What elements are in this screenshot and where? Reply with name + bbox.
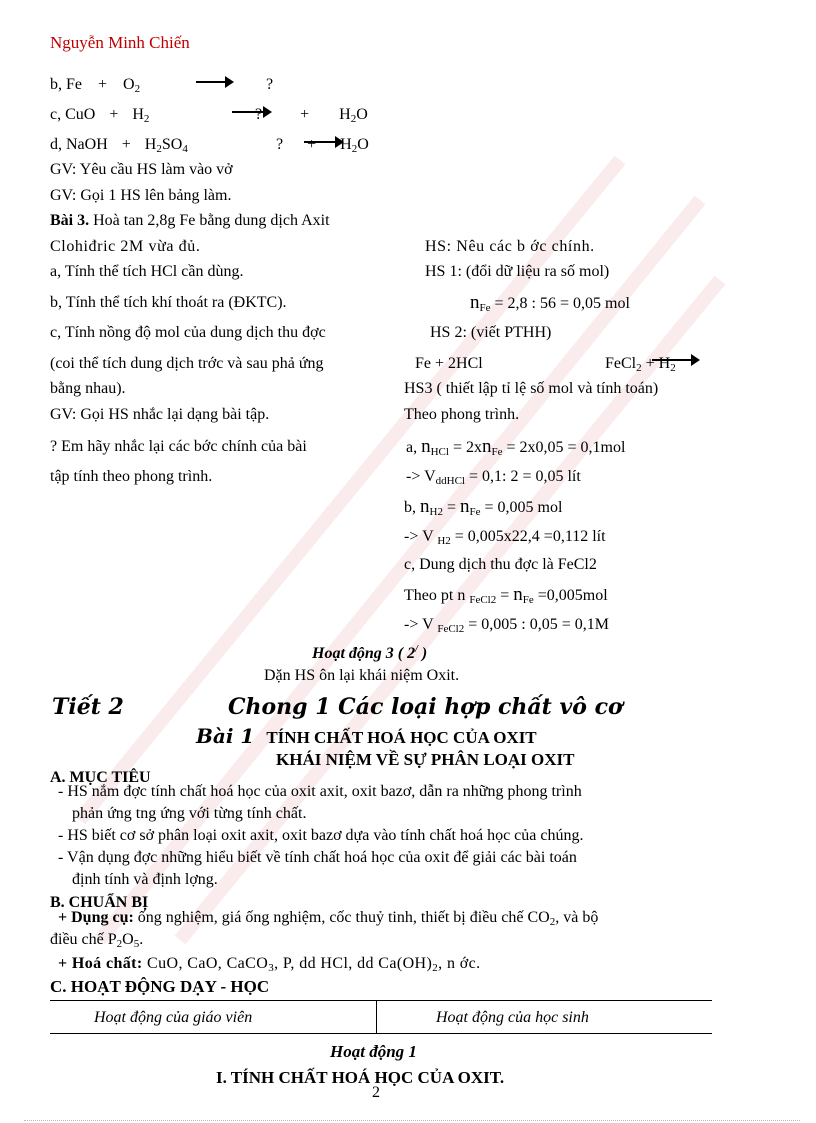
hs-1: HS 1: (đổi dữ liệu ra số mol) — [425, 263, 610, 280]
eq-d-reactant: H — [144, 136, 157, 153]
gv-instruction-2: GV: Gọi 1 HS lên bảng làm. — [50, 187, 232, 204]
hoa-chat-text: CuO, CaO, CaCO — [142, 955, 269, 972]
activity3-close: ) — [417, 645, 428, 662]
objective-3-line1: - Vận dụng đợc những hiểu biết về tính chất hoá học của oxit để giải các bài toán — [58, 849, 577, 866]
gv-instruction-3: GV: Gọi HS nhắc lại dạng bài tập. — [50, 406, 270, 423]
dung-cu-line2c: . — [139, 931, 144, 948]
question-c-line2: (coi thể tích dung dịch trớc và sau phả ứng — [50, 355, 324, 372]
hoa-chat-label: + Hoá chất: — [58, 955, 143, 972]
hs-main: HS: Nêu các b ớc chính. — [425, 238, 595, 255]
calc-c-line: c, Dung dịch thu đợc là FeCl2 — [404, 556, 597, 573]
table-top-border — [50, 1000, 712, 1001]
calc-v3 — [404, 615, 609, 639]
calc-v3-sub: FeCl2 — [437, 623, 465, 635]
theo-pt-n: n — [513, 584, 523, 605]
dung-cu-line2-sub1: 2 — [116, 938, 123, 950]
calc-b-mid: = — [442, 499, 460, 516]
eq-c-plus2: + — [300, 106, 310, 123]
col-header-student: Hoạt động của học sinh — [436, 1009, 589, 1026]
pthh-h2-sub: 2 — [670, 362, 676, 374]
eq-c-label: c, CuO — [50, 106, 96, 123]
eq-d-water: H — [340, 136, 352, 153]
equation-d — [50, 135, 188, 159]
n-fe-equation: = 2,8 : 56 = 0,05 mol — [490, 295, 630, 312]
calc-a-n1: n — [421, 436, 431, 457]
eq-d-products — [276, 135, 369, 159]
calc-a-tail: = 2x0,05 = 0,1mol — [502, 439, 626, 456]
eq-c-reactant-sub: 2 — [143, 113, 150, 125]
page-bottom-rule — [24, 1120, 800, 1121]
bai3-line2: Clohiđric 2M vừa đủ. — [50, 238, 201, 255]
pthh-left: Fe + 2HCl — [415, 355, 483, 372]
hoa-chat-mid: , P, dd HCl, dd Ca(OH) — [274, 955, 433, 972]
theo-phuong-trinh: Theo phong trình. — [404, 406, 520, 423]
bai3-text: Hoà tan 2,8g Fe bằng dung dịch Axit — [89, 212, 330, 229]
activity3-text: Dặn HS ôn lại khái niệm Oxit. — [264, 667, 460, 684]
hs-2: HS 2: (viết PTHH) — [430, 324, 552, 341]
eq-c-product: ? — [255, 106, 263, 123]
dung-cu-line2a: điều chế P — [50, 931, 117, 948]
section-i-title: I. TÍNH CHẤT HOÁ HỌC CỦA OXIT. — [216, 1068, 505, 1087]
dung-cu-line2 — [50, 930, 143, 954]
lesson-title-line1 — [196, 726, 537, 749]
question-a: a, Tính thể tích HCl cần dùng. — [50, 263, 244, 280]
activity1-title: Hoạt động 1 — [330, 1042, 417, 1061]
dung-cu-label: + Dụng cụ: — [58, 909, 134, 926]
eq-d-sub1: 2 — [156, 143, 162, 155]
theo-pt-sub: FeCl2 — [469, 594, 497, 606]
question-c-line3: bằng nhau). — [50, 380, 126, 397]
hoa-chat-sub2: 2 — [432, 962, 439, 974]
calc-v3-pre: -> V — [404, 616, 438, 633]
dung-cu-line — [58, 908, 598, 932]
eq-c-water-tail: O — [356, 106, 368, 123]
hs-3: HS3 ( thiết lập tỉ lệ số mol và tính toán) — [404, 380, 659, 397]
calc-v1 — [406, 467, 581, 491]
calc-b-n1: n — [420, 496, 430, 517]
calc-b — [404, 497, 562, 522]
theo-pt-tail: =0,005mol — [533, 587, 608, 604]
activity3-sup: / — [415, 644, 418, 655]
pthh-fecl2-sub: 2 — [636, 362, 642, 374]
calc-a-pre: a, — [406, 439, 422, 456]
question-steps-1: ? Em hãy nhắc lại các bớc chính của bài — [50, 438, 307, 455]
calc-b-n2: n — [459, 496, 470, 517]
theo-pt-sub2: Fe — [522, 594, 534, 606]
theo-pt-pre: Theo pt n — [404, 587, 470, 604]
page-number: 2 — [372, 1084, 380, 1101]
n-symbol: n — [470, 292, 480, 313]
bai-title-2: KHÁI NIỆM VỀ SỰ PHÂN LOẠI OXIT — [276, 750, 575, 769]
dung-cu-sub: 2 — [549, 916, 556, 928]
reaction-arrow-icon — [196, 73, 234, 93]
bai3-label: Bài 3. — [50, 212, 90, 229]
eq-b-reactant: O — [123, 76, 135, 93]
n-sub: Fe — [479, 302, 491, 314]
activity3-title — [312, 640, 427, 664]
question-c: c, Tính nồng độ mol của dung dịch thu đợc — [50, 324, 326, 341]
eq-d-water-tail: O — [357, 136, 369, 153]
bai-title-1: TÍNH CHẤT HOÁ HỌC CỦA OXIT — [266, 728, 537, 747]
eq-d-mid: SO — [161, 136, 183, 153]
eq-d-plus: + — [121, 136, 131, 153]
objective-2: - HS biết cơ sở phân loại oxit axit, oxit bazơ dựa vào tính chất hoá học của chúng. — [58, 827, 584, 844]
calc-v1-sub: ddHCl — [435, 475, 465, 487]
calc-a-sub1: HCl — [430, 446, 449, 458]
section-c-heading: C. HOẠT ĐỘNG DẠY - HỌC — [50, 977, 270, 996]
table-header-border — [50, 1033, 712, 1034]
calc-a-sub2: Fe — [491, 446, 503, 458]
calc-v2 — [404, 527, 606, 551]
eq-c-water: H — [339, 106, 351, 123]
calc-a-mid: = 2x — [448, 439, 482, 456]
theo-pt-mid: = — [496, 587, 514, 604]
eq-b-product: ? — [266, 76, 274, 93]
col-header-teacher: Hoạt động của giáo viên — [94, 1009, 253, 1026]
eq-c-plus: + — [109, 106, 119, 123]
chapter-title: Chong 1 Các loại hợp chất vô cơ — [228, 694, 623, 720]
table-column-divider — [376, 1000, 377, 1033]
eq-d-sub2: 4 — [182, 143, 188, 155]
eq-b-plus: + — [98, 76, 108, 93]
eq-b-label: b, Fe — [50, 76, 82, 93]
calc-v2-sub: H2 — [437, 535, 451, 547]
calc-v1-tail: = 0,1: 2 = 0,05 lít — [464, 468, 581, 485]
calc-a — [406, 437, 625, 462]
equation-c — [50, 105, 149, 129]
n-fe-line — [470, 293, 630, 318]
calc-a-n2: n — [481, 436, 492, 457]
equation-b — [50, 75, 140, 99]
eq-d-label: d, NaOH — [50, 136, 108, 153]
calc-v2-pre: -> V — [404, 528, 438, 545]
calc-v2-tail: = 0,005x22,4 =0,112 lít — [450, 528, 606, 545]
eq-c-water-sub: 2 — [350, 113, 357, 125]
hoa-chat-line — [58, 954, 481, 978]
calc-b-sub2: Fe — [469, 506, 481, 518]
pthh-right — [605, 354, 676, 378]
dung-cu-line2b: O — [122, 931, 134, 948]
calc-b-tail: = 0,005 mol — [480, 499, 563, 516]
section-b-heading: B. CHUẨN BỊ — [50, 894, 149, 911]
eq-d-water-sub: 2 — [351, 143, 358, 155]
dung-cu-text: ống nghiệm, giá ống nghiệm, cốc thuỷ tinh, thiết bị điều chế CO — [133, 909, 550, 926]
author-name: Nguyễn Minh Chiến — [50, 33, 190, 52]
dung-cu-tail: , và bộ — [555, 909, 599, 926]
pthh-h2: + H — [641, 355, 671, 372]
eq-d-product: ? — [276, 136, 284, 153]
tiet-label: Tiết 2 — [52, 694, 124, 720]
calc-theo-pt — [404, 585, 608, 610]
objective-3-line2: định tính và định lợng. — [72, 871, 218, 888]
eq-d-plus2: + — [307, 136, 317, 153]
bai3-line1 — [50, 211, 330, 231]
eq-b-reactant-sub: 2 — [134, 83, 141, 95]
eq-c-products — [255, 105, 368, 129]
dung-cu-line2-sub2: 5 — [133, 938, 140, 950]
pthh-fecl2: FeCl — [605, 355, 637, 372]
calc-v3-tail: = 0,005 : 0,05 = 0,1M — [464, 616, 609, 633]
objective-1-line2: phản ứng tng ứng với từng tính chất. — [72, 805, 307, 822]
hoa-chat-sub: 3 — [268, 962, 275, 974]
question-steps-2: tập tính theo phong trình. — [50, 468, 213, 485]
calc-v1-pre: -> V — [406, 468, 436, 485]
section-a-heading: A. MỤC TIÊU — [50, 769, 151, 786]
objective-1-line1: - HS nắm đợc tính chất hoá học của oxit axit, oxit bazơ, dẫn ra những phong trình — [58, 783, 582, 800]
question-b: b, Tính thể tích khí thoát ra (ĐKTC). — [50, 294, 287, 311]
bai-label: Bài 1 — [196, 724, 255, 748]
activity3-title-text: Hoạt động 3 ( 2 — [312, 645, 416, 662]
gv-instruction-1: GV: Yêu cầu HS làm vào vở — [50, 161, 233, 178]
hoa-chat-tail: , n ớc. — [438, 955, 481, 972]
calc-b-sub1: H2 — [429, 506, 443, 518]
calc-b-pre: b, — [404, 499, 420, 516]
eq-c-reactant: H — [132, 106, 144, 123]
